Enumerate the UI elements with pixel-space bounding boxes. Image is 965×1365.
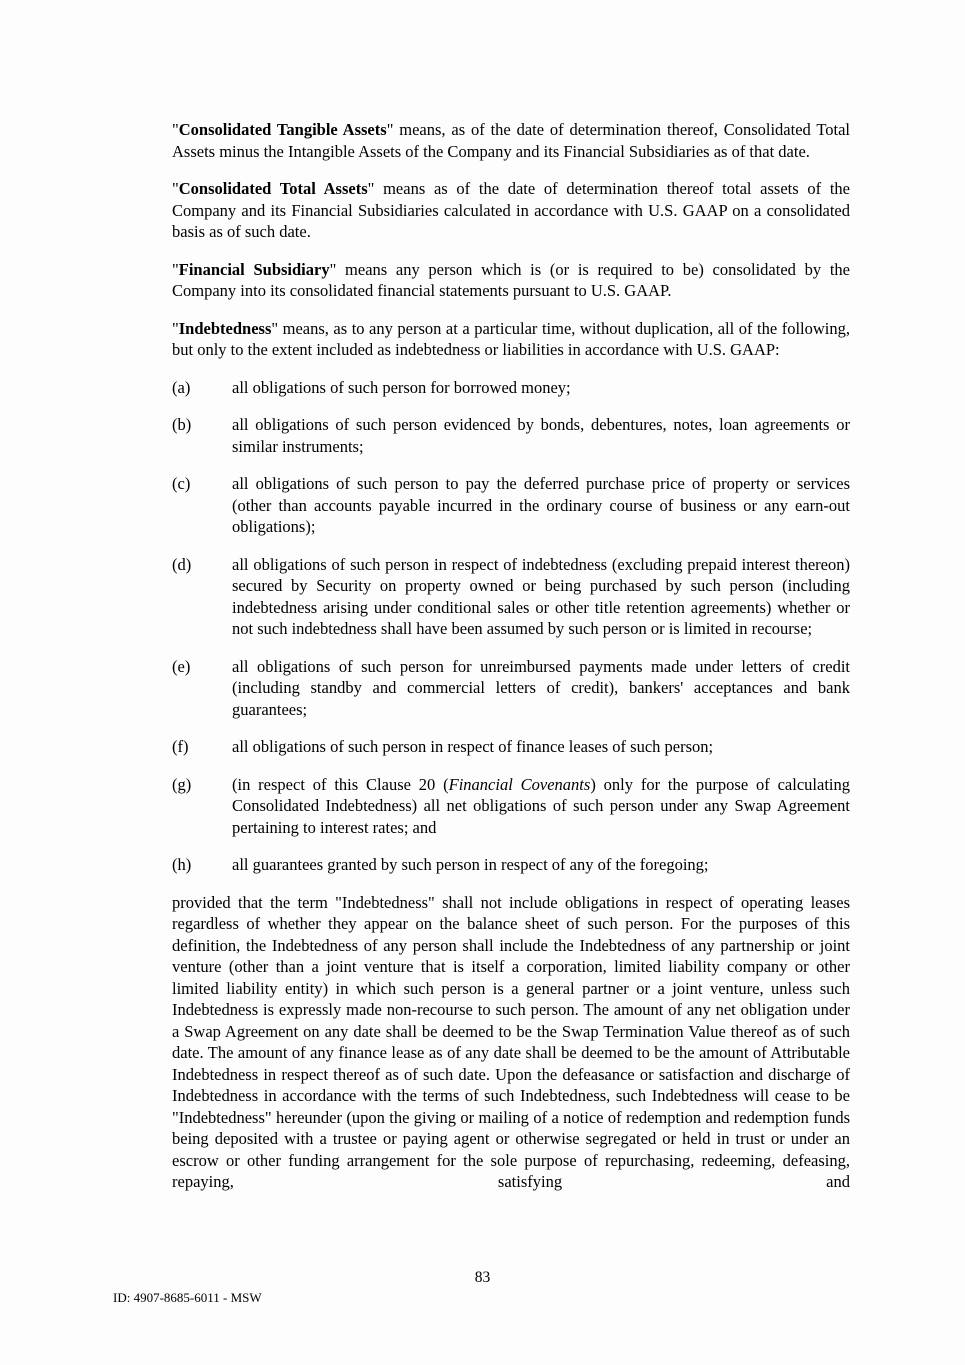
list-item-b [172, 414, 850, 457]
list-item-c [172, 473, 850, 538]
italic-clause-reference: Financial Covenants [448, 774, 591, 794]
open-quote: " [172, 179, 179, 198]
definition-indebtedness [172, 318, 850, 361]
list-item-g [172, 774, 850, 839]
page-content [172, 119, 850, 1193]
definition-body: " means, as of the date of determination thereof, Consolidated Total Assets minus the Intangible Assets of the Company and its Financial Subsidiaries as of that date. [172, 120, 850, 161]
list-item-a [172, 377, 850, 399]
list-item-label: (b) [172, 415, 192, 434]
open-quote: " [172, 259, 179, 279]
defined-term: Consolidated Tangible Assets [178, 120, 387, 139]
list-item-label: (f) [172, 737, 189, 756]
list-item-d [172, 554, 850, 640]
definition-consolidated-tangible-assets [172, 119, 850, 162]
list-item-text: all obligations of such person evidenced by bonds, debentures, notes, loan agreements or similar instruments; [232, 415, 850, 456]
page-number: 83 [474, 1269, 491, 1286]
definition-consolidated-total-assets [172, 178, 850, 243]
list-item-text: all obligations of such person for borrowed money; [232, 377, 571, 397]
list-item-text: all obligations of such person for unreimbursed payments made under letters of credit (including standby and commercial letters of credit), bankers' acceptances and bank guarantees; [232, 656, 850, 719]
indebtedness-list [172, 377, 850, 876]
defined-term: Consolidated Total Assets [178, 179, 368, 198]
list-item-text: all obligations of such person in respect of finance leases of such person; [232, 737, 714, 756]
definition-financial-subsidiary [172, 259, 850, 302]
list-item-text-post: ) only for the purpose of calculating Consolidated Indebtedness) all net obligations of such person under any Swap Agreement pertaining to interest rates; and [232, 774, 850, 837]
list-item-text [232, 774, 850, 839]
list-item-text-pre: (in respect of this Clause 20 ( [232, 774, 449, 794]
list-item-label: (e) [172, 656, 191, 676]
open-quote: " [172, 120, 179, 139]
list-item-label: (d) [172, 554, 192, 574]
list-item-text: all guarantees granted by such person in respect of any of the foregoing; [232, 855, 709, 874]
list-item-text: all obligations of such person in respect of indebtedness (excluding prepaid interest thereon) secured by Security on property owned or being purchased by such person (including indebtedness arising under conditional sales or other title retention agreements) whether or not such indebtedness shall have been assumed by such person or is limited in recourse; [232, 554, 850, 638]
defined-term: Financial Subsidiary [178, 259, 330, 279]
list-item-text: all obligations of such person to pay the deferred purchase price of property or services (other than accounts payable incurred in the ordinary course of business or any earn-out obligations); [232, 474, 850, 536]
closing-paragraph: provided that the term "Indebtedness" shall not include obligations in respect of operating leases regardless of whether they appear on the balance sheet of such person. For the purposes of this definition, the Indebtedness of any person shall include the Indebtedness of any partnership or joint venture (other than a joint venture that is itself a corporation, limited liability company or other limited liability entity) in which such person is a general partner or a joint venture, unless such Indebtedness is expressly made non-recourse to such person. The amount of any net obligation under a Swap Agreement on any date shall be deemed to be the Swap Termination Value thereof as of such date. The amount of any finance lease as of any date shall be deemed to be the amount of Attributable Indebtedness in respect thereof as of such date. Upon the defeasance or satisfaction and discharge of Indebtedness in accordance with the terms of such Indebtedness, such Indebtedness will cease to be "Indebtedness" hereunder (upon the giving or mailing of a notice of redemption and redemption funds being deposited with a trustee or paying agent or otherwise segregated or held in trust or under an escrow or other funding arrangement for the sole purpose of repurchasing, redeeming, defeasing, repaying, satisfying and [172, 892, 850, 1191]
document-id: ID: 4907-8685-6011 - MSW [113, 1290, 262, 1305]
list-item-label: (h) [172, 855, 192, 874]
list-item-label: (c) [172, 474, 191, 493]
list-item-f [172, 736, 850, 758]
defined-term: Indebtedness [178, 318, 272, 338]
definition-body: " means, as to any person at a particular time, without duplication, all of the following, but only to the extent included as indebtedness or liabilities in accordance with U.S. GAAP: [172, 318, 850, 359]
open-quote: " [172, 318, 179, 338]
list-item-label: (g) [172, 774, 192, 794]
list-item-e [172, 656, 850, 721]
list-item-h [172, 854, 850, 876]
definition-body: " means any person which is (or is required to be) consolidated by the Company into its consolidated financial statements pursuant to U.S. GAAP. [172, 259, 850, 300]
definition-body: " means as of the date of determination thereof total assets of the Company and its Financial Subsidiaries calculated in accordance with U.S. GAAP on a consolidated basis as of such date. [172, 179, 850, 241]
list-item-label: (a) [172, 377, 191, 397]
